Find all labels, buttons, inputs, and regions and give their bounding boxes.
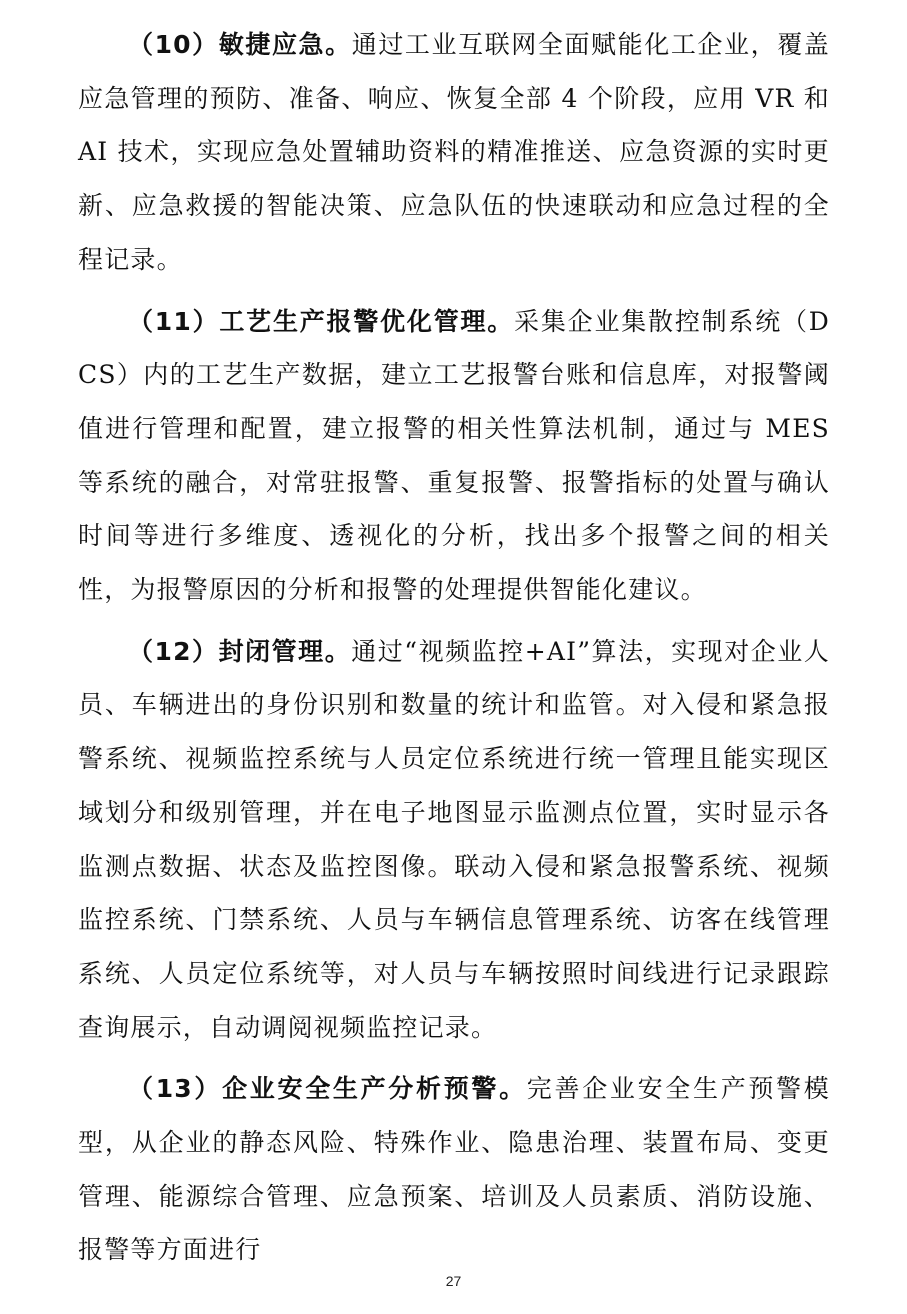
paragraph-13-body: 完善企业安全生产预警模型，从企业的静态风险、特殊作业、隐患治理、装置布局、变更管理、能源综合管理、应急预案、培训及人员素质、消防设施、报警等方面进行 — [78, 1074, 830, 1265]
paragraph-11-heading: 工艺生产报警优化管理。 — [219, 306, 515, 336]
paragraph-10 — [78, 18, 830, 287]
paragraph-11-number: （11） — [128, 306, 220, 336]
paragraph-13-number: （13） — [128, 1074, 223, 1104]
paragraph-12-heading: 封闭管理。 — [218, 636, 352, 666]
paragraph-11-body: 采集企业集散控制系统（DCS）内的工艺生产数据，建立工艺报警台账和信息库，对报警阈值进行管理和配置，建立报警的相关性算法机制，通过与 MES 等系统的融合，对常驻报警、重复报警、报警指标的处置与确认时间等进行多维度、透视化的分析，找出多个报警之间的相关性，为报警原因的分析和报警的处理提供智能化建议。 — [78, 306, 831, 605]
paragraph-10-body: 通过工业互联网全面赋能化工企业，覆盖应急管理的预防、准备、响应、恢复全部 4 个阶段，应用 VR 和 AI 技术，实现应急处置辅助资料的精准推送、应急资源的实时更新、应急救援的智能决策、应急队伍的快速联动和应急过程的全程记录。 — [78, 30, 830, 274]
paragraph-10-number: （10） — [128, 30, 219, 59]
paragraph-13-heading: 企业安全生产分析预警。 — [222, 1074, 527, 1104]
paragraph-11 — [78, 295, 830, 617]
paragraph-10-heading: 敏捷应急。 — [218, 30, 352, 59]
document-page — [78, 18, 830, 1285]
paragraph-12 — [78, 625, 830, 1055]
paragraph-12-body: 通过“视频监控+AI”算法，实现对企业人员、车辆进出的身份识别和数量的统计和监管。对入侵和紧急报警系统、视频监控系统与人员定位系统进行统一管理且能实现区域划分和级别管理，并在电子地图显示监测点位置，实时显示各监测点数据、状态及监控图像。联动入侵和紧急报警系统、视频监控系统、门禁系统、人员与车辆信息管理系统、访客在线管理系统、人员定位系统等，对人员与车辆按照时间线进行记录跟踪查询展示，自动调阅视频监控记录。 — [78, 636, 830, 1042]
paragraph-13 — [78, 1062, 830, 1277]
page-number: 27 — [445, 1273, 462, 1289]
paragraph-12-number: （12） — [128, 636, 219, 666]
